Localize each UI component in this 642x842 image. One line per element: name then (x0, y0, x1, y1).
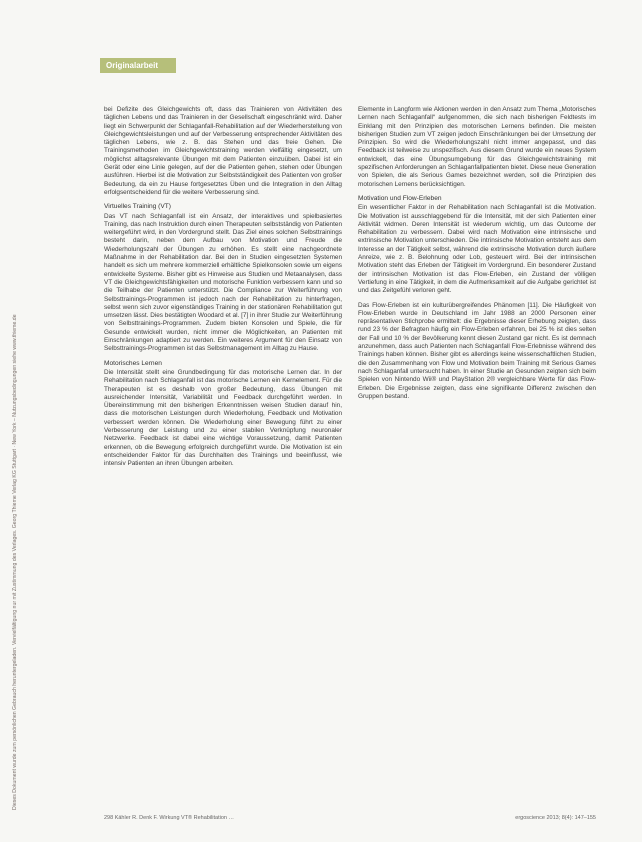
right-paragraph-2: Ein wesentlicher Faktor in der Rehabilitation nach Schlaganfall ist die Motivation. Die Motivation ist ausschlaggebend für die Intensität, mit der sich Patienten einer Aktivität widmen. Deren Intensität ist wiederum wichtig, um das Outcome der Rehabilitation zu verbessern. Dabei wird nach Motivation eine intrinsische und extrinsische Motivation unterschieden. Die intrinsische Motivation entsteht aus dem Interesse an der Tätigkeit selbst, während die extrinsische Motivation durch äußere Anreize, wie z. B. Belohnung oder Lob, gesteuert wird. Bei der intrinsischen Motivation steht das Erleben der Tätigkeit im Vordergrund. Ein besonderer Zustand der intrinsischen Motivation ist das Flow-Erleben, ein Zustand der völligen Vertiefung in eine Tätigkeit, in dem die Aufmerksamkeit auf die Aufgabe gerichtet ist und das Zeitgefühl verloren geht. (358, 204, 596, 295)
heading-motor-learning: Motorisches Lernen (104, 359, 162, 367)
left-paragraph-1: bei Defizite des Gleichgewichts oft, dass das Trainieren von Aktivitäten des täglichen Lebens und das Trainieren in der Gesellschaft eingeschränkt wird. Daher liegt ein Schwerpunkt der Schlaganfall-Rehabilitation auf der Wiederherstellung von Gleichgewichtsleistungen und auf der Verbesserung entsprechender Aktivitäten des täglichen Lebens, wie z. B. das Stehen und das freie Gehen. Die Trainingsmethoden im Gleichgewichtstraining werden vielfältig eingesetzt, um möglichst alltagsrelevante Übungen mit dem Patienten einzuüben. Dabei ist ein Gerät oder eine Linie gelegen, auf der die Patienten gehen, stehen oder Übungen ausführen. Hierbei ist die Motivation zur Selbstständigkeit des Patienten von großer Bedeutung, da ein zu Hause fortgesetztes Üben und die Integration in den Alltag erfolgsentscheidend für die weitere Verbesserung sind. (104, 106, 342, 196)
page-footer (104, 815, 596, 821)
heading-motivation-flow: Motivation und Flow-Erleben (358, 194, 442, 202)
right-paragraph-3: Das Flow-Erleben ist ein kulturübergreifendes Phänomen [11]. Die Häufigkeit von Flow-Erleben wurde in Deutschland im Jahr 1988 an 2000 Personen einer repräsentativen Stichprobe ermittelt: die Ergebnisse dieser Erhebung zeigten, dass rund 23 % der Befragten häufig ein Flow-Erleben erfahren, bei 25 % ist dies selten der Fall und 10 % der Bevölkerung kennt diesen Zustand gar nicht. Es ist demnach anzunehmen, dass auch Patienten nach Schlaganfall Flow-Erlebnisse während des Trainings haben können. Bisher gibt es allerdings keine wissenschaftlichen Studien, die den Zusammenhang von Flow und Motivation beim Training mit Serious Games nach Schlaganfall untersucht haben. In einer Studie an Gesunden zeigten sich beim Spielen von Nintendo Wii® und PlayStation 2® vergleichbare Werte für das Flow-Erleben. Die Ergebnisse zeigten, dass eine signifikante Differenz zwischen den Gruppen bestand. (358, 301, 596, 400)
footer-citation: 298 Kähler R. Denk F. Wirkung VT® Rehabilitation … (104, 815, 234, 821)
left-paragraph-3: Die Intensität stellt eine Grundbedingung für das motorische Lernen dar. In der Rehabilitation nach Schlaganfall ist das motorische Lernen ein Kernelement. Für die Therapeuten ist es deshalb von großer Bedeutung, dass Übungen mit ausreichender Intensität, Variabilität und Feedback durchgeführt werden. In Übereinstimmung mit den bisherigen Erkenntnissen weisen Studien darauf hin, dass die motorischen Leistungen durch Wiederholung, Feedback und Motivation verbessert werden können. Die Wiederholung einer Bewegung führt zu einer Verbesserung der Leistung und zu einer stabilen Verknüpfung neuronaler Netzwerke. Feedback ist dabei eine wichtige Voraussetzung, damit Patienten erkennen, ob die Bewegung erfolgreich durchgeführt wurde. Die Motivation ist ein entscheidender Faktor für das Durchhalten des Trainings und beeinflusst, wie intensiv Patienten an ihren Übungen arbeiten. (104, 368, 342, 468)
right-column (358, 106, 596, 407)
heading-virtual-training: Virtuelles Training (VT) (104, 203, 171, 211)
left-column (104, 106, 342, 474)
right-paragraph-1: Elemente in Langform wie Aktionen werden in den Ansatz zum Thema „Motorisches Lernen nach Schlaganfall“ aufgenommen, die sich nach bisherigen Feldtests im Einklang mit den Prinzipien des motorischen Lernens befinden. Die meisten bisherigen Studien zum VT zeigen jedoch Einschränkungen bei der Umsetzung der Prinzipien. So wird die Wiederholungszahl nicht immer angepasst, und das Feedback ist teilweise zu unspezifisch. Aus diesem Grund wurde ein neues System entwickelt, das eine Übungsumgebung für das Gleichgewichtstraining mit spezifischen Anforderungen an Schlaganfallpatienten bietet. Diese neue Generation von Spielen, die als Serious Games bezeichnet werden, soll die Prinzipien des motorischen Lernens berücksichtigen. (358, 106, 596, 188)
copyright-text: Dieses Dokument wurde zum persönlichen Gebrauch heruntergeladen. Vervielfältigung nur mit Zustimmung des Verlages. Georg Thieme Verlag KG Stuttgart · New York – Nutzungsbedingungen siehe www.thieme.de (12, 314, 18, 810)
left-paragraph-2: Das VT nach Schlaganfall ist ein Ansatz, der interaktives und spielbasiertes Training, das nach Instruktion durch einen Therapeuten selbstständig von Patienten weitergeführt wird, in den Vordergrund stellt. Das Ziel eines solchen Selbsttrainings besteht darin, neben dem Aufbau von Motivation und Freude die Wiederholungszahl der Übungen zu erhöhen. Es stellt eine nachgeordnete Maßnahme in der Rehabilitation dar. Bei den in Studien eingesetzten Systemen handelt es sich um mehrere kommerziell erhältliche Spielkonsolen sowie um eigens entwickelte Systeme. Bisher gibt es Hinweise aus Studien und Metaanalysen, dass VT die Gleichgewichtsfähigkeiten und motorische Funktion verbessern kann und so die Teilhabe der Patienten unterstützt. Die Compliance zur Weiterführung von Selbsttrainings-Programmen ist jedoch nach der Rehabilitation zu hinterfragen, selbst wenn sich zuvor eigenständiges Training in der stationären Rehabilitation gut umsetzen lässt. Dies bestätigten Woodard et al. [7] in ihrer Studie zur Weiterführung von Selbsttrainings-Programmen. Zudem bieten Konsolen und Spiele, die für Gesunde entwickelt wurden, nicht immer die Möglichkeiten, an Patienten mit Einschränkungen adaptiert zu werden. Ein weiteres Argument für den Einsatz von Selbsttrainings-Programmen ist das Selbstmanagement im Alltag zu Hause. (104, 212, 342, 353)
copyright-sidebar (12, 70, 26, 810)
section-tag: Originalarbeit (100, 58, 176, 73)
footer-journal: ergoscience 2013; 8(4): 147–155 (515, 815, 596, 821)
